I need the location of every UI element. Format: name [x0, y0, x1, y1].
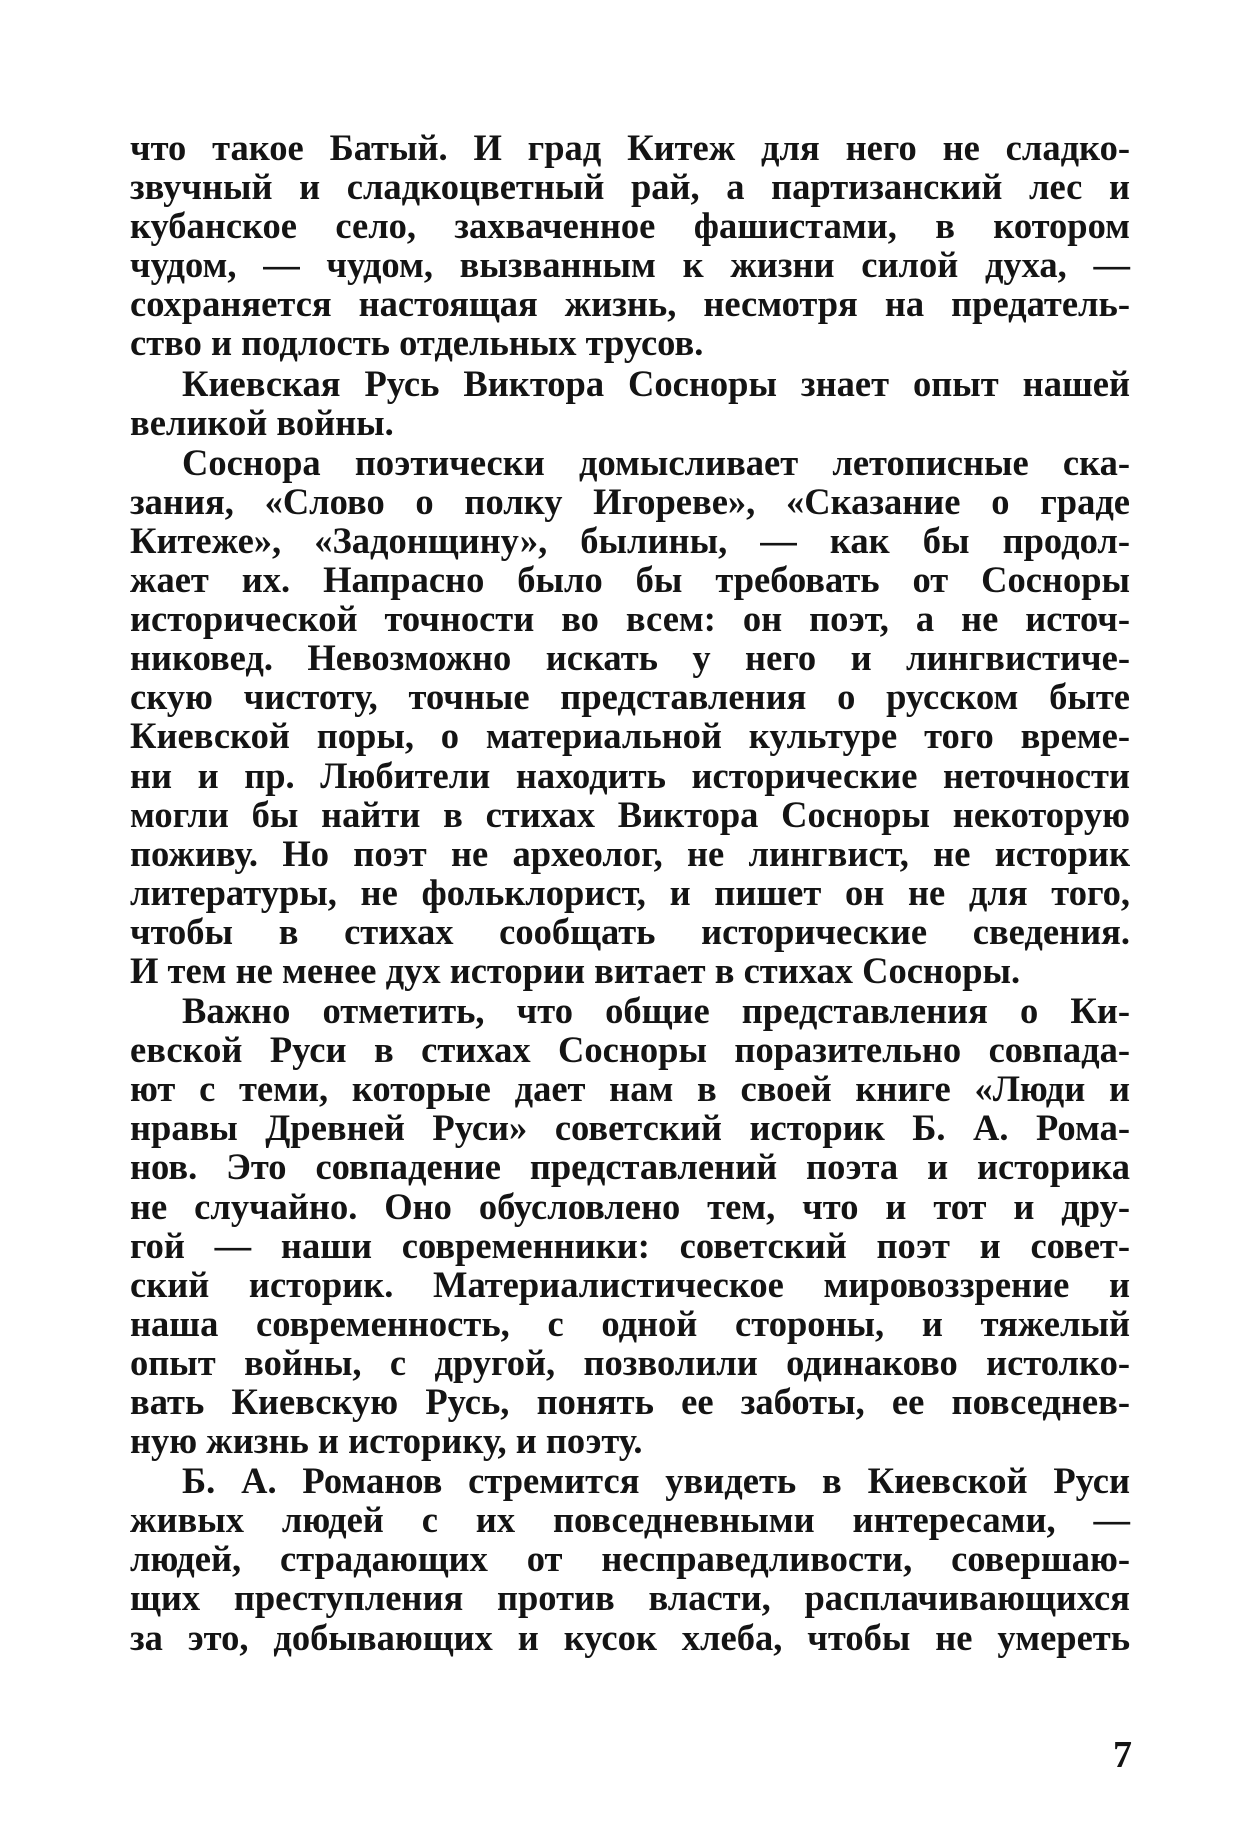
text-line: чудом, — чудом, вызванным к жизни силой духа, — [130, 244, 1130, 286]
page-number: 7 [1113, 1734, 1132, 1776]
text-line: И тем не менее дух истории витает в стихах Сосноры. [130, 949, 1021, 991]
text-line: ни и пр. Любители находить исторические неточности [130, 754, 1130, 796]
text-line: евской Руси в стихах Сосноры поразительно совпада- [130, 1029, 1130, 1071]
paragraph [130, 443, 1130, 990]
text-line: живых людей с их повседневными интересами, — [130, 1499, 1130, 1541]
paragraph [130, 128, 1130, 363]
text-line: кубанское село, захваченное фашистами, в котором [130, 205, 1130, 247]
text-line: наша современность, с одной стороны, и тяжелый [130, 1302, 1130, 1344]
text-line: исторической точности во всем: он поэт, а не источ- [130, 598, 1130, 640]
text-line: Б. А. Романов стремится увидеть в Киевской Руси [182, 1460, 1130, 1502]
paragraph [130, 991, 1130, 1460]
text-line: людей, страдающих от несправедливости, совершаю- [130, 1538, 1130, 1580]
text-line: сохраняется настоящая жизнь, несмотря на предатель- [130, 283, 1130, 325]
text-line: нравы Древней Руси» советский историк Б. А. Рома- [130, 1107, 1130, 1149]
text-line: чтобы в стихах сообщать исторические сведения. [130, 910, 1130, 952]
text-line: ют с теми, которые дает нам в своей книге «Люди и [130, 1068, 1130, 1110]
text-line: зания, «Слово о полку Игореве», «Сказание о граде [130, 480, 1130, 522]
text-line: ную жизнь и историку, и поэту. [130, 1420, 643, 1462]
text-line: не случайно. Оно обусловлено тем, что и тот и дру- [130, 1185, 1130, 1227]
text-line: никовед. Невозможно искать у него и лингвистиче- [130, 637, 1130, 679]
text-line: гой — наши современники: советский поэт и совет- [130, 1224, 1130, 1266]
text-line: Важно отметить, что общие представления о Ки- [182, 990, 1130, 1032]
text-line: Соснора поэтически домысливает летописные ска- [182, 441, 1130, 483]
text-line: нов. Это совпадение представлений поэта и историка [130, 1146, 1130, 1188]
text-line: скую чистоту, точные представления о русском быте [130, 676, 1130, 718]
text-line: поживу. Но поэт не археолог, не лингвист, не историк [130, 832, 1130, 874]
text-line: Киевской поры, о материальной культуре того време- [130, 715, 1130, 757]
text-line: великой войны. [130, 401, 394, 443]
text-line: опыт войны, с другой, позволили одинаково истолко- [130, 1341, 1130, 1383]
text-line: звучный и сладкоцветный рай, а партизанский лес и [130, 166, 1130, 208]
text-line: Киевская Русь Виктора Сосноры знает опыт нашей [182, 362, 1130, 404]
paragraph [130, 1461, 1130, 1656]
text-line: жает их. Напрасно было бы требовать от Сосноры [130, 559, 1130, 601]
text-line: щих преступления против власти, расплачивающихся [130, 1577, 1130, 1619]
text-line: литературы, не фольклорист, и пишет он не для того, [130, 871, 1130, 913]
body-text [130, 128, 1130, 1657]
text-line: ство и подлость отдельных трусов. [130, 322, 704, 364]
text-line: вать Киевскую Русь, понять ее заботы, ее повседнев- [130, 1381, 1130, 1422]
text-line: Китеже», «Задонщину», былины, — как бы продол- [130, 519, 1130, 561]
text-line: могли бы найти в стихах Виктора Сосноры некоторую [130, 793, 1130, 835]
text-line: за это, добывающих и кусок хлеба, чтобы не умереть [130, 1616, 1130, 1658]
paragraph [130, 364, 1130, 442]
text-line: ский историк. Материалистическое мировоззрение и [130, 1263, 1130, 1305]
text-line: что такое Батый. И град Китеж для него не сладко- [130, 127, 1130, 168]
